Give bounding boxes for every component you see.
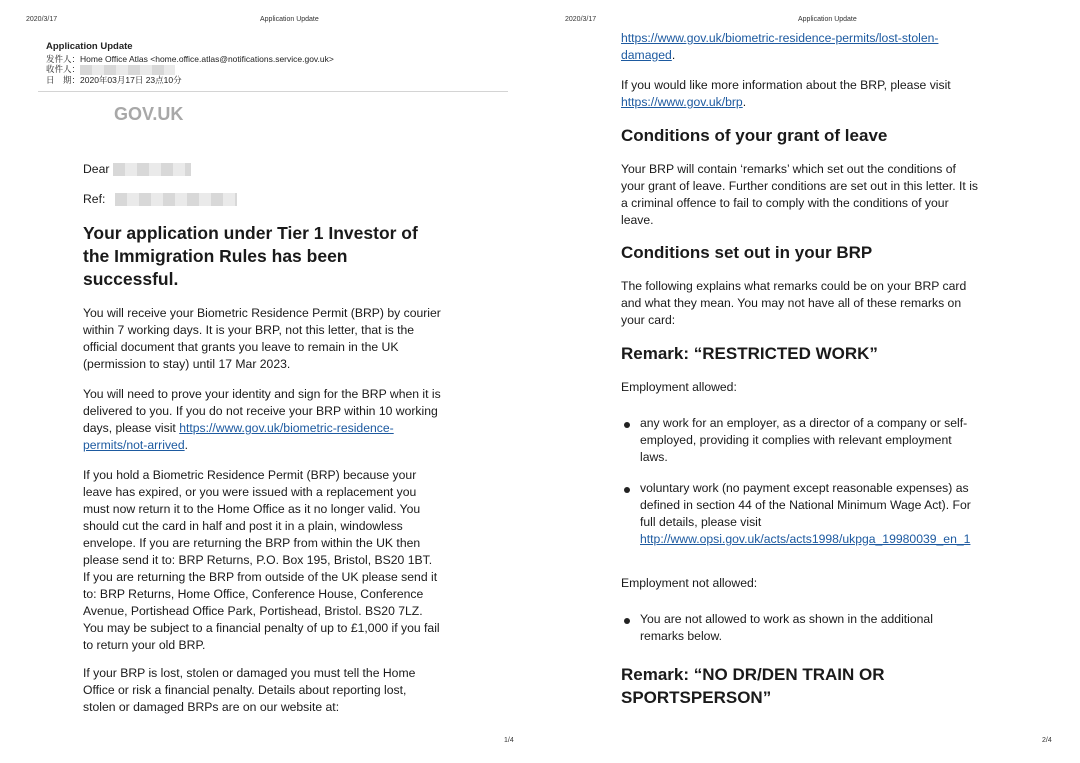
email-header	[46, 42, 334, 85]
paragraph-more-info: If you would like more information about the BRP, please visit https://www.gov.uk/brp.	[621, 78, 951, 109]
list-item-voluntary-work: voluntary work (no payment except reasonable expenses) as defined in section 44 of the National Minimum Wage Act). For full details, please visit http://www.opsi.gov.uk/acts/acts1998/ukpga_19980039_en_1	[640, 480, 1060, 548]
paragraph-brp-delivery: You will receive your Biometric Residence Permit (BRP) by courier within 7 working days. It is your BRP, not this letter, that is the official document that grants you leave to remain in the UK (permission to stay) until 17 Mar 2023.	[83, 306, 441, 371]
email-date: 日 期：2020年03月17日 23点10分	[46, 74, 182, 85]
link-lost-stolen[interactable]: https://www.gov.uk/biometric-residence-permits/lost-stolen-	[621, 31, 939, 45]
paragraph-return-brp: If you hold a Biometric Residence Permit (BRP) because your leave has expired, or you were issued with a replacement you must now return it to the Home Office as it no longer valid. You should cut the card in half and post it in a plain, windowless envelope. If you are returning the BRP from within the UK then please send it to: BRP Returns, P.O. Box 195, Bristol, BS20 1BT. If you are returning the BRP from outside of the UK please send it to: BRP Returns, Home Office, Conference House, Conference Avenue, Portishead Office Park, Portishead, Bristol. BS20 7LZ. You may be subject to a financial penalty of up to £1,000 if you fail to return your old BRP.	[83, 468, 440, 652]
main-heading: Your application under Tier 1 Investor of the Immigration Rules has been successful.	[83, 223, 418, 289]
link-not-arrived[interactable]: https://www.gov.uk/biometric-residence-	[179, 421, 394, 435]
salutation: Dear	[83, 161, 191, 178]
heading-conditions-brp: Conditions set out in your BRP	[621, 243, 873, 262]
paragraph-remarks-explained: The following explains what remarks could be on your BRP card and what they mean. You may not have all of these remarks on your card:	[621, 279, 967, 327]
bullet-marker	[624, 618, 630, 624]
list-item-any-work: any work for an employer, as a director of a company or self- employed, providing it complies with relevant employment laws.	[640, 416, 968, 464]
list-item-not-allowed: You are not allowed to work as shown in the additional remarks below.	[640, 612, 933, 643]
reference: Ref:	[83, 191, 237, 208]
email-to: 收件人：	[46, 64, 334, 75]
link-brp[interactable]: https://www.gov.uk/brp	[621, 95, 743, 109]
heading-remark-restricted-work: Remark: “RESTRICTED WORK”	[621, 344, 878, 363]
redacted-recipient	[80, 65, 175, 75]
page-footer-number: 2/4	[1042, 737, 1052, 744]
gov-uk-logo: GOV.UK	[114, 104, 184, 124]
page-header-title: Application Update	[260, 16, 319, 23]
paragraph-lost-brp: If your BRP is lost, stolen or damaged you must tell the Home Office or risk a financial penalty. Details about reporting lost, stolen or damaged BRPs are on our website at:	[83, 666, 416, 714]
paragraph-lost-link: https://www.gov.uk/biometric-residence-permits/lost-stolen- damaged.	[621, 30, 1061, 64]
link-opsi-act[interactable]: http://www.opsi.gov.uk/acts/acts1998/ukpga_19980039_en_1	[640, 532, 971, 546]
header-divider	[38, 91, 508, 92]
email-subject: Application Update	[46, 41, 133, 52]
page-footer-number: 1/4	[504, 737, 514, 744]
redacted-reference	[115, 193, 237, 206]
bullet-marker	[624, 487, 630, 493]
page-header-date: 2020/3/17	[26, 16, 58, 23]
bullet-marker	[624, 422, 630, 428]
page-header-title: Application Update	[798, 16, 857, 23]
heading-remark-no-dr-den: Remark: “NO DR/DEN TRAIN OR SPORTSPERSON”	[621, 665, 885, 707]
paragraph-identity: You will need to prove your identity and sign for the BRP when it is delivered to you. If you do not receive your BRP within 10 working days, please visit https://www.gov.uk/biometric-residence- permits/not-arrived.	[83, 387, 441, 452]
link-not-arrived-cont[interactable]: permits/not-arrived	[83, 438, 185, 452]
employment-allowed-label: Employment allowed:	[621, 380, 737, 394]
page-header-date: 2020/3/17	[565, 16, 597, 23]
redacted-name	[113, 163, 191, 176]
paragraph-conditions: Your BRP will contain ‘remarks’ which set out the conditions of your grant of leave. Further conditions are set out in this letter. It is a criminal offence to fail to comply with the conditions of your leave.	[621, 162, 979, 227]
link-lost-stolen-cont[interactable]: damaged	[621, 48, 672, 62]
heading-conditions-grant: Conditions of your grant of leave	[621, 126, 888, 145]
email-from: 发件人：Home Office Atlas <home.office.atlas@notifications.service.gov.uk>	[46, 53, 334, 64]
employment-not-allowed-label: Employment not allowed:	[621, 576, 758, 590]
